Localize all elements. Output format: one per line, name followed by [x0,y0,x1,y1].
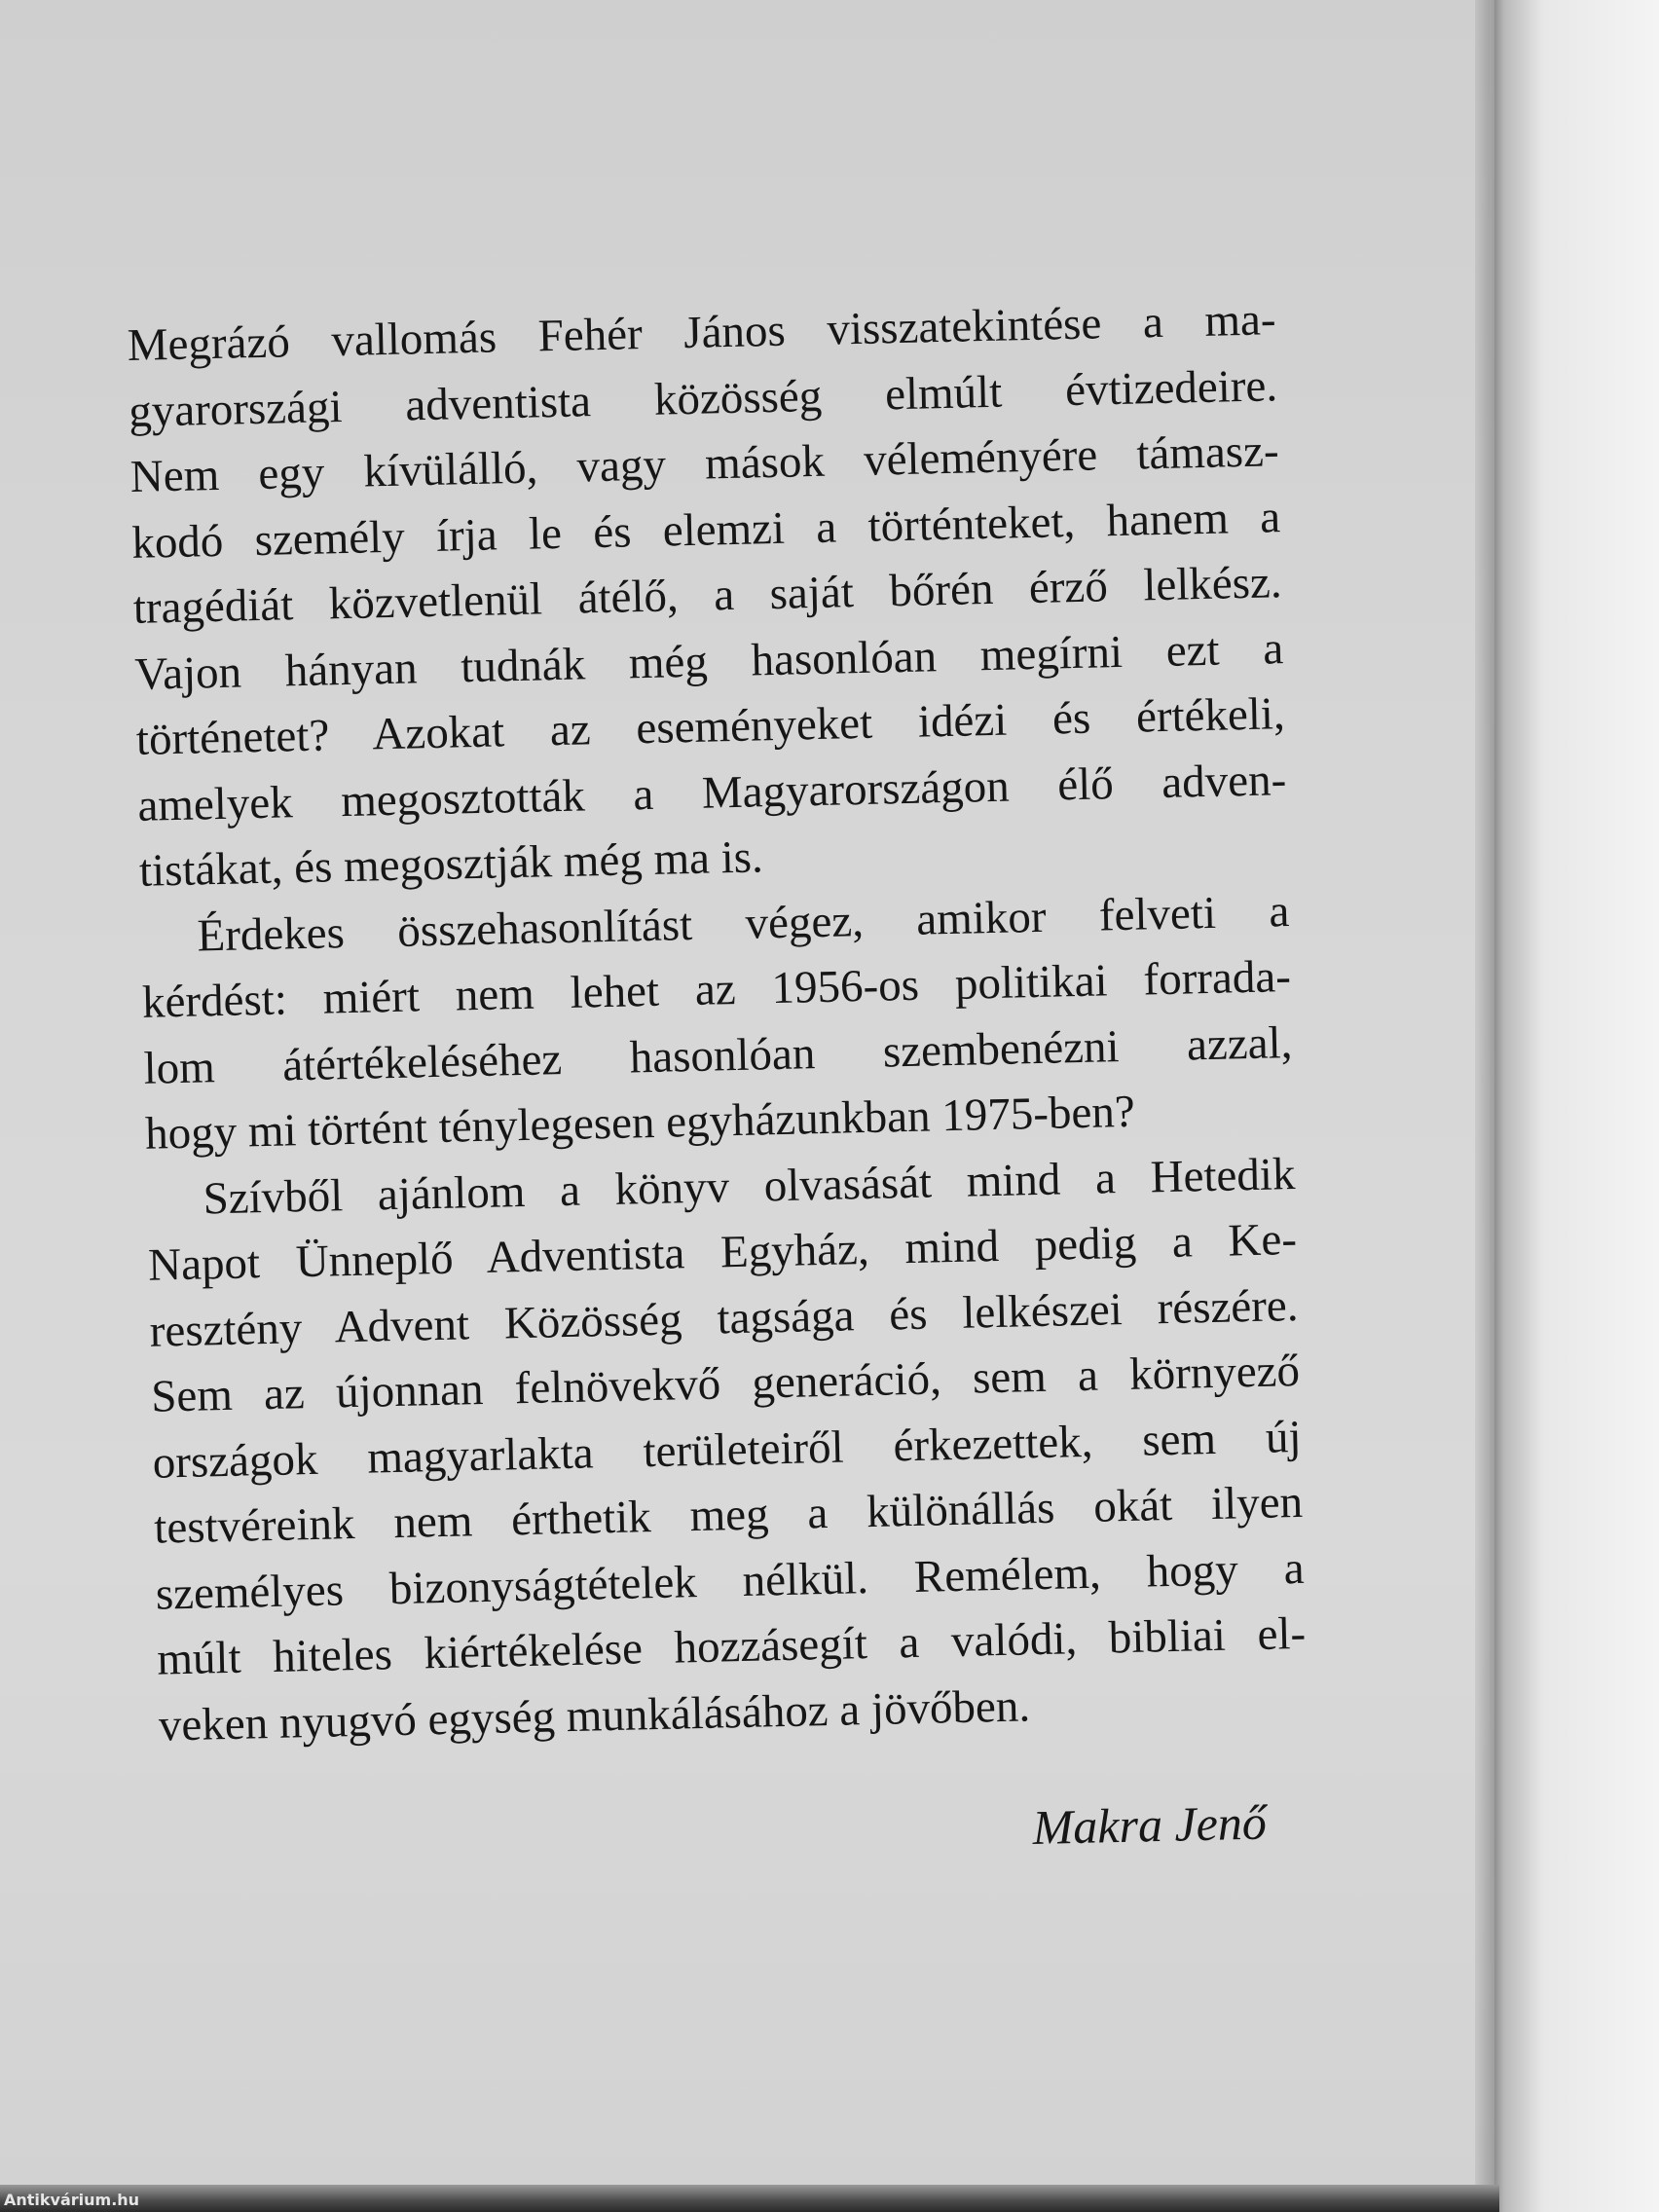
text-line: tragédiát közvetlenül átélő, a saját bőrén érző lelkész. [132,557,1283,634]
text-line: Sem az újonnan felnövekvő generáció, sem a környező [150,1345,1301,1422]
text-line: tistákat, és megosztják még ma is. [138,831,764,897]
text-line: testvéreink nem érthetik meg a különállás okát ilyen [153,1476,1304,1554]
page-bottom-edge [0,2185,1499,2212]
text-line: Napot Ünneplő Adventista Egyház, mind pedig a Ke- [147,1213,1298,1291]
text-line: kodó személy írja le és elemzi a történteket, hanem a [130,491,1281,569]
text-line: múlt hiteles kiértékelése hozzásegít a valódi, bibliai el- [156,1607,1307,1685]
background-margin [1494,0,1659,2212]
text-line: hogy mi történt ténylegesen egyházunkban 1975-ben? [144,1086,1136,1160]
page-gutter-shadow [1475,0,1494,2212]
text-line: gyarországi adventista közösség elmúlt évtizedeire. [128,359,1278,437]
paragraph-2 [140,879,1295,1168]
text-line: Megrázó vallomás Fehér János visszatekintése a ma- [127,294,1277,371]
text-line: történetet? Azokat az eseményeket idézi és értékeli, [135,688,1286,765]
text-line: személyes bizonyságtételek nélkül. Remélem, hogy a [155,1542,1306,1620]
watermark: Antikvárium.hu [4,2191,140,2209]
text-line: Vajon hányan tudnák még hasonlóan megírni ezt a [133,622,1284,700]
text-line: Szívből ajánlom a könyv olvasását mind a Hetedik [203,1148,1296,1224]
paragraph-1 [127,287,1288,904]
text-line: országok magyarlakta területeiről érkezettek, sem új [152,1411,1303,1489]
text-line: veken nyugvó egység munkálásához a jövőben. [158,1679,1031,1751]
body-text [127,287,1308,1758]
text-line: resztény Advent Közösség tagsága és lelkészei részére. [149,1279,1300,1357]
paragraph-3 [146,1142,1308,1759]
author-signature: Makra Jenő [1032,1794,1268,1855]
text-line: Érdekes összehasonlítást végez, amikor felveti a [196,885,1290,962]
text-line: kérdést: miért nem lehet az 1956-os politikai forrada- [141,951,1292,1028]
text-line: lom átértékeléséhez hasonlóan szembenézni azzal, [143,1016,1293,1094]
text-line: amelyek megosztották a Magyarországon élő adven- [136,754,1287,831]
text-line: Nem egy kívülálló, vagy mások véleményére támasz- [129,425,1280,502]
